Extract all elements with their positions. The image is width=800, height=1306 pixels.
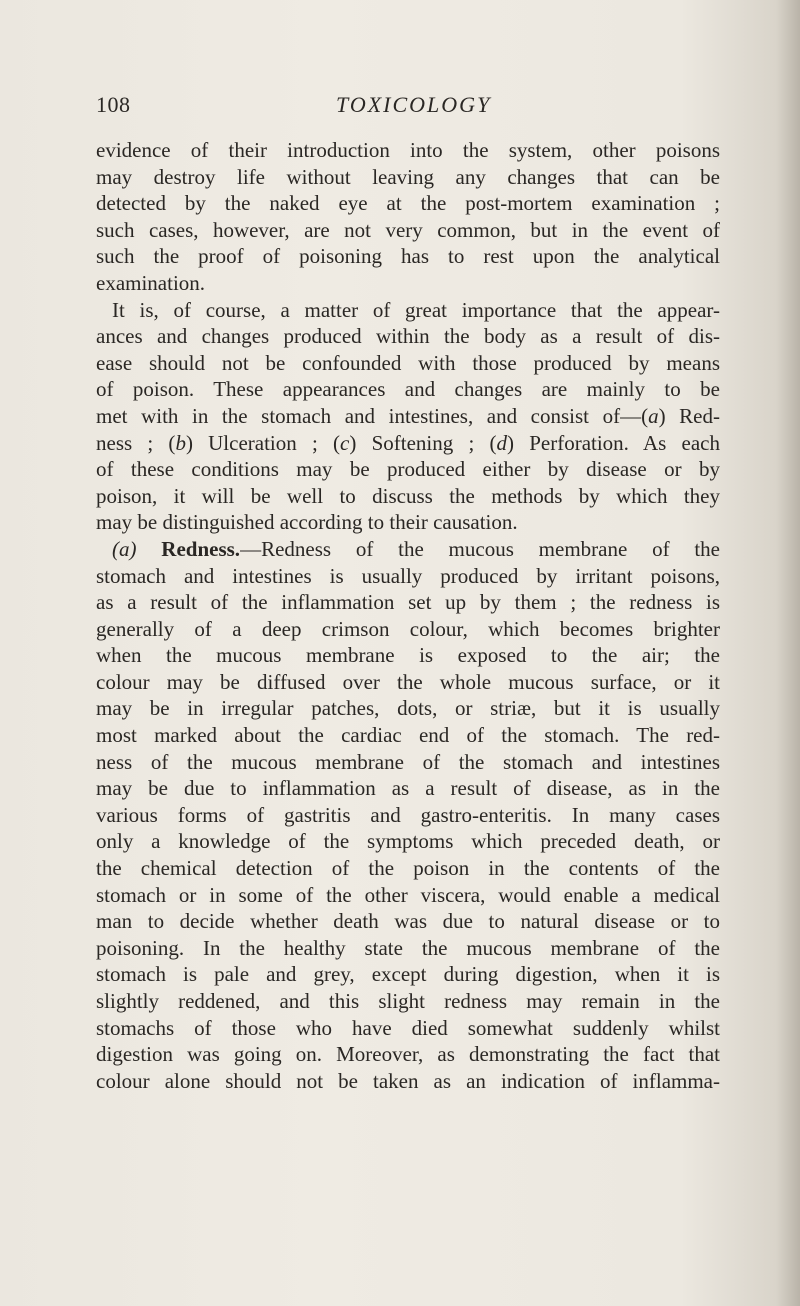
page-header	[96, 92, 720, 122]
text-line: ness of the mucous membrane of the stomach and intestines	[96, 749, 720, 774]
text-line: poison, it will be well to discuss the methods by which they	[96, 483, 720, 508]
text-line: ness ; (b) Ulceration ; (c) Softening ; (d) Perforation. As each	[96, 430, 721, 455]
text-line: stomach and intestines is usually produced by irritant poisons,	[96, 563, 720, 588]
text-line: It is, of course, a matter of great importance that the appear-	[112, 297, 720, 322]
text-line: evidence of their introduction into the system, other poisons	[96, 138, 720, 162]
text-line: colour alone should not be taken as an indication of inflamma-	[96, 1068, 720, 1093]
running-head: TOXICOLOGY	[336, 92, 492, 117]
text-line: man to decide whether death was due to natural disease or to	[96, 909, 720, 934]
text-line: only a knowledge of the symptoms which preceded death, or	[96, 829, 720, 854]
text-line: ease should not be confounded with those produced by means	[96, 350, 720, 375]
text-line: may destroy life without leaving any changes that can be	[96, 164, 720, 189]
text-line: most marked about the cardiac end of the stomach. The red-	[96, 723, 720, 748]
text-line: stomach or in some of the other viscera, would enable a medical	[96, 882, 720, 907]
section-heading-line: (a) Redness.—Redness of the mucous membrane of the	[112, 536, 721, 561]
text-line: poisoning. In the healthy state the mucous membrane of the	[96, 935, 720, 960]
text-line: may be in irregular patches, dots, or striæ, but it is usually	[96, 696, 720, 721]
text-line: various forms of gastritis and gastro-enteritis. In many cases	[96, 802, 720, 827]
text-line: as a result of the inflammation set up by them ; the redness is	[96, 590, 720, 615]
text-line: the chemical detection of the poison in the contents of the	[96, 856, 720, 881]
section-title: Redness.	[161, 536, 241, 561]
text-line: of poison. These appearances and changes are mainly to be	[96, 377, 720, 402]
text-line: such the proof of poisoning has to rest upon the analytical	[96, 244, 720, 269]
text-line: detected by the naked eye at the post-mortem examination ;	[96, 191, 720, 216]
body-text	[96, 137, 720, 1094]
text-line: may be distinguished according to their causation.	[96, 510, 518, 535]
text-line: slightly reddened, and this slight redness may remain in the	[96, 989, 720, 1013]
page-number: 108	[96, 92, 131, 117]
text-line: examination.	[96, 270, 206, 295]
text-line: met with in the stomach and intestines, and consist of—(a) Red-	[96, 403, 720, 428]
text-line: colour may be diffused over the whole mucous surface, or it	[96, 669, 720, 694]
text-line: when the mucous membrane is exposed to the air; the	[96, 643, 720, 668]
text-line: of these conditions may be produced either by disease or by	[96, 457, 720, 482]
text-line: generally of a deep crimson colour, which becomes brighter	[96, 616, 720, 641]
text-line: such cases, however, are not very common, but in the event of	[96, 217, 720, 242]
text-line: digestion was going on. Moreover, as demonstrating the fact that	[96, 1042, 720, 1067]
text-line: stomachs of those who have died somewhat suddenly whilst	[96, 1015, 720, 1040]
section-letter: (a)	[112, 536, 137, 561]
text-line: ances and changes produced within the body as a result of dis-	[96, 324, 720, 349]
text-line: stomach is pale and grey, except during digestion, when it is	[96, 962, 720, 987]
text-line: may be due to inflammation as a result of disease, as in the	[96, 776, 720, 801]
